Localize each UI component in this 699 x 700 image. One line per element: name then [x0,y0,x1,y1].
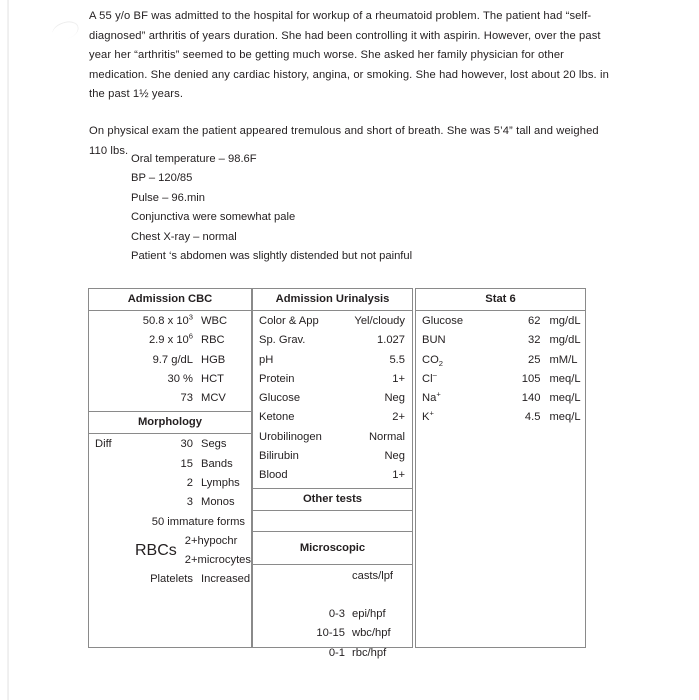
table-row [416,370,585,389]
urinalysis-value-color-app: Yel/cloudy [354,315,405,327]
morphology-rbcs-value-microcytes: 2+microcytes [184,553,251,566]
table-row [253,331,412,350]
lab-results-table [88,288,586,659]
table-row [253,389,412,408]
morphology-value-bands: 15 [180,457,193,470]
stat6-label-co2: $CO_2$ [422,353,444,368]
other-tests-empty-row [253,511,412,532]
stat6-unit-sodium: meq/L [549,392,581,405]
vital-abdomen: Patient ‘s abdomen was slightly distended but not painful [131,250,413,263]
table-row [253,351,412,370]
cbc-label-wbc: WBC [201,315,228,327]
morphology-label-segs: Segs [201,438,227,451]
table-row [253,624,412,643]
vital-blood-pressure: BP – 120/85 [131,172,193,185]
morphology-value-monos: 3 [186,496,193,509]
table-row [89,570,251,589]
section-header-morphology: Morphology [89,411,251,434]
morphology-diff-label: Diff [95,438,112,451]
vital-oral-temperature: Oral temperature – 98.6F [131,153,257,165]
morphology-label-monos: Monos [201,496,235,509]
stat6-label-chloride: Cl– [422,370,437,385]
stat6-value-potassium: 4.5 [524,411,541,424]
table-row [253,466,412,485]
table-row [416,312,585,331]
microscopic-value-epi: 0-3 [328,607,345,620]
morphology-value-segs: 30 [180,438,193,451]
urinalysis-label-ph: pH [259,353,274,366]
microscopic-unit-rbc: rbc/hpf [352,646,387,659]
table-row [416,351,585,370]
morphology-value-platelets: Increased [201,572,251,585]
urinalysis-label-sp-grav: Sp. Grav. [259,334,306,347]
table-row [89,351,251,370]
microscopic-value-wbc: 10-15 [316,627,345,640]
urinalysis-label-bilirubin: Bilirubin [259,450,299,463]
cbc-label-mcv: MCV [201,392,226,405]
morphology-value-lymphs: 2 [186,477,193,490]
urinalysis-value-ph: 5.5 [389,353,405,366]
table-row [253,428,412,447]
section-header-microscopic: Microscopic [299,541,366,554]
microscopic-unit-wbc: wbc/hpf [352,627,391,640]
urinalysis-value-glucose: Neg [384,392,405,405]
section-header-other-tests: Other tests [253,488,412,511]
table-row [89,513,251,532]
stat6-rows [416,311,585,428]
table-row [253,312,412,331]
table-row-rbc-morphology [89,532,251,570]
section-header-admission-urinalysis: Admission Urinalysis [253,289,412,311]
stat6-unit-glucose: mg/dL [549,315,581,327]
table-row [89,312,251,331]
table-row [253,447,412,466]
urinalysis-label-blood: Blood [259,469,288,482]
urinalysis-rows [253,311,412,486]
morphology-rbcs-values [177,532,251,570]
stat6-label-sodium: Na+ [422,389,441,405]
morphology-immature-forms: 50 immature forms [151,515,245,528]
table-row [416,389,585,408]
urinalysis-value-protein: 1+ [392,372,405,385]
microscopic-unit-casts: casts/lpf [352,569,394,582]
table-row [253,408,412,427]
stat6-label-glucose: Glucose [422,315,464,327]
table-column-stat-6 [415,288,586,648]
morphology-rbcs-value-hypochr: 2+hypochr [184,534,238,547]
table-row [416,408,585,427]
urinalysis-value-blood: 1+ [392,469,405,482]
urinalysis-label-ketone: Ketone [259,411,295,424]
cbc-label-rbc: RBC [201,334,225,347]
stat6-unit-bun: mg/dL [549,334,581,347]
table-row [253,605,412,624]
cbc-rows [89,311,251,408]
urinalysis-value-bilirubin: Neg [384,450,405,463]
table-row [89,435,251,454]
cbc-value-hct: 30 % [167,372,193,385]
case-narrative [89,7,617,161]
stat6-label-potassium: K+ [422,408,434,424]
stat6-unit-potassium: meq/L [549,411,581,424]
stat6-value-sodium: 140 [521,392,541,405]
section-header-admission-cbc: Admission CBC [89,289,251,311]
morphology-label-rbcs: RBCs [135,541,177,559]
vital-chest-xray: Chest X-ray – normal [131,230,237,243]
table-row [253,567,412,586]
table-column-admission-cbc [88,288,252,648]
urinalysis-label-color-app: Color & App [259,315,319,327]
cbc-label-hgb: HGB [201,353,226,366]
microscopic-unit-epi: epi/hpf [352,607,386,620]
stat6-value-chloride: 105 [521,372,541,385]
table-row-spacer [253,586,412,605]
urinalysis-value-sp-grav: 1.027 [377,334,405,347]
microscopic-value-rbc: 0-1 [328,646,345,659]
morphology-rows [89,434,251,589]
stat6-value-glucose: 62 [528,315,541,327]
urinalysis-value-ketone: 2+ [392,411,405,424]
vitals-list [131,150,611,266]
cbc-value-wbc: 50.8 x $10^3$ [142,312,193,327]
table-row [253,644,412,663]
cbc-value-rbc: 2.9 x $10^6$ [148,331,193,347]
vital-pulse: Pulse – 96.min [131,191,206,204]
morphology-label-lymphs: Lymphs [201,477,240,490]
stat6-label-bun: BUN [422,334,446,347]
cbc-label-hct: HCT [201,372,224,385]
table-row [253,370,412,389]
stat6-unit-chloride: meq/L [549,372,581,385]
narrative-paragraph-history: A 55 y/o BF was admitted to the hospital for workup of a rheumatoid problem. The patient had “self-diagnosed” arthritis of years duration. She had been controlling it with aspirin. However, over the past year her “arthritis” seemed to be getting much worse. She asked her family physician for other medication. She denied any cardiac history, angina, or smoking. She had however, lost about 20 lbs. in the past 1½ years. [89,10,609,101]
urinalysis-value-urobilinogen: Normal [368,430,405,443]
narrative-paragraph-exam: On physical exam the patient appeared tremulous and short of breath. She was 5’4” tall and weighed 110 lbs. [89,124,599,157]
morphology-label-platelets: Platelets [150,572,193,585]
urinalysis-label-protein: Protein [259,372,295,385]
stat6-unit-co2: mM/L [549,353,578,366]
cbc-value-mcv: 73 [180,392,193,405]
table-row [89,389,251,408]
stat6-value-co2: 25 [528,353,541,366]
table-row [89,331,251,350]
microscopic-rows [253,564,412,663]
table-row [89,493,251,512]
section-header-stat-6: Stat 6 [416,289,585,311]
stat6-value-bun: 32 [528,334,541,347]
urinalysis-label-urobilinogen: Urobilinogen [259,430,322,443]
table-row [89,370,251,389]
table-column-admission-urinalysis [252,288,413,659]
table-row [416,331,585,350]
cbc-value-hgb: 9.7 g/dL [152,353,193,366]
morphology-label-bands: Bands [201,457,233,470]
vital-conjunctiva: Conjunctiva were somewhat pale [131,211,296,224]
table-row [89,455,251,474]
urinalysis-label-glucose: Glucose [259,392,301,405]
table-row [89,474,251,493]
